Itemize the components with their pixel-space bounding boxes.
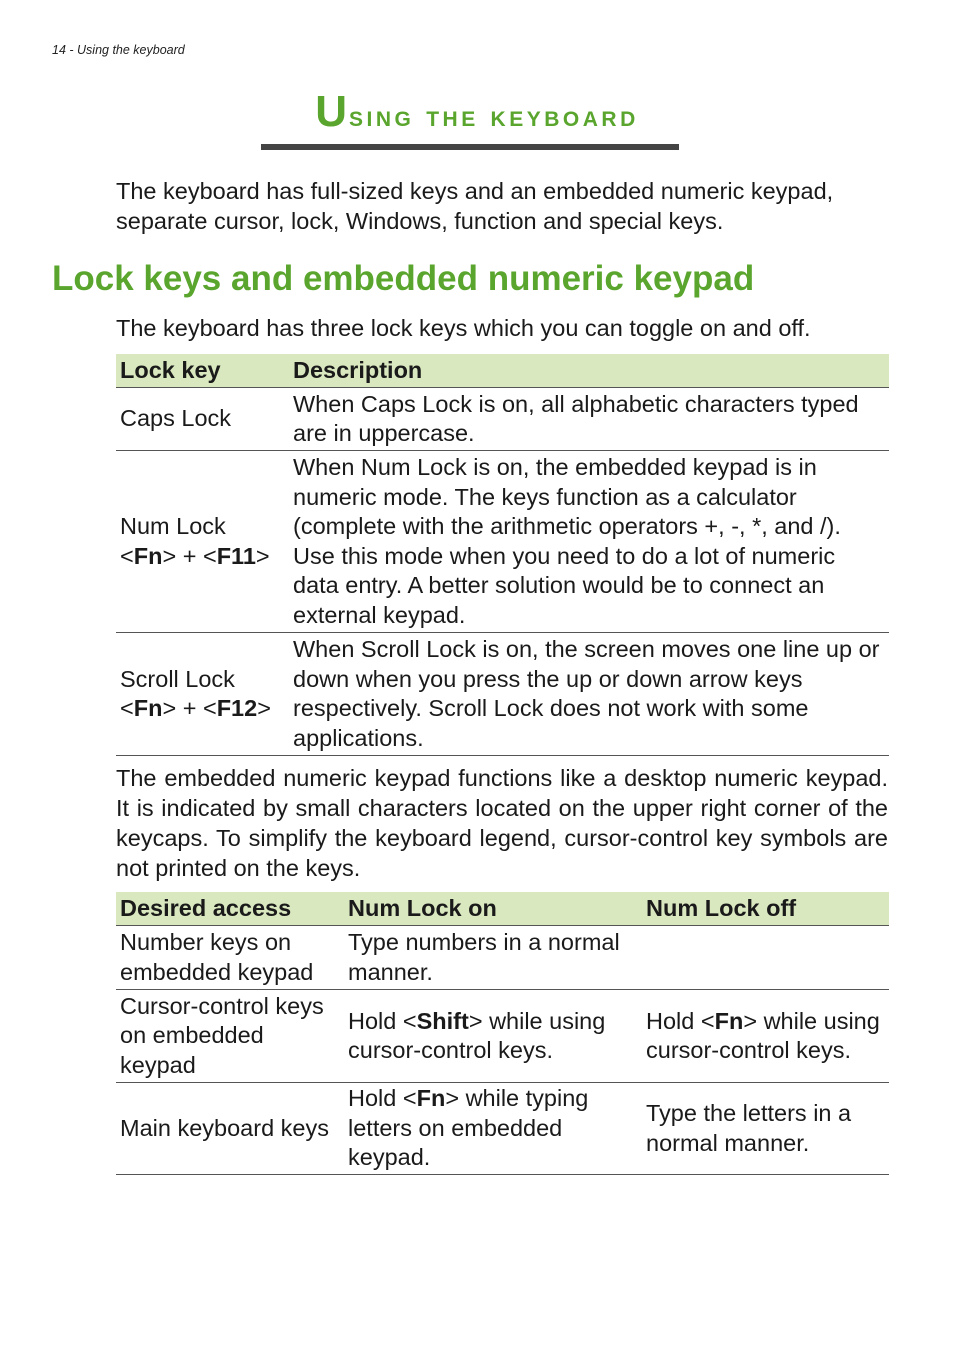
keypad-paragraph: The embedded numeric keypad functions like a desktop numeric keypad. It is indicated by small characters located on the upper right corner of the keycaps. To simplify the keyboard legend, cursor-control key symbols are not printed on the keys.: [116, 765, 888, 881]
column-header: Num Lock on: [344, 892, 642, 926]
table-row: [116, 451, 889, 633]
access-cell: Main keyboard keys: [116, 1083, 344, 1175]
table-header-row: [116, 354, 889, 388]
table-row: [116, 1083, 889, 1175]
lock-key-name: Num Lock: [120, 513, 226, 539]
column-header: Lock key: [116, 354, 289, 388]
lock-keys-table: [116, 354, 889, 756]
section-lead: The keyboard has three lock keys which you can toggle on and off.: [116, 315, 811, 341]
lock-key-cell: [116, 388, 289, 451]
section-heading: Lock keys and embedded numeric keypad: [52, 259, 755, 298]
chapter-title: [0, 84, 954, 145]
numlock-off-cell: [642, 926, 889, 990]
lock-desc-cell: When Num Lock is on, the embedded keypad is in numeric mode. The keys function as a calculator (complete with the arithmetic operators +, -, *, and /). Use this mode when you need to do a lot of numeric data entry. A better solution would be to connect an external keypad.: [289, 451, 889, 633]
lock-desc-cell: When Scroll Lock is on, the screen moves one line up or down when you press the up or down arrow keys respectively. Scroll Lock does not work with some applications.: [289, 633, 889, 756]
intro-paragraph: The keyboard has full-sized keys and an embedded numeric keypad, separate cursor, lock, Windows, function and special keys.: [116, 178, 834, 234]
table-header-row: [116, 892, 889, 926]
table-row: [116, 990, 889, 1083]
table-row: [116, 926, 889, 990]
numlock-on-cell: Hold <Fn> while typing letters on embedded keypad.: [344, 1083, 642, 1175]
access-cell: Cursor-control keys on embedded keypad: [116, 990, 344, 1083]
column-header: Num Lock off: [642, 892, 889, 926]
numlock-off-cell: Hold <Fn> while using cursor-control keys.: [642, 990, 889, 1083]
access-cell: Number keys on embedded keypad: [116, 926, 344, 990]
lock-key-name: Scroll Lock: [120, 665, 235, 692]
chapter-title-initial: U: [315, 87, 350, 136]
running-header: 14 - Using the keyboard: [52, 43, 185, 57]
access-table: [116, 892, 889, 1175]
chapter-title-rest: sing the keyboard: [349, 100, 639, 133]
numlock-on-cell: Hold <Shift> while using cursor-control keys.: [344, 990, 642, 1083]
lock-key-name: Caps Lock: [120, 405, 232, 432]
table-row: [116, 633, 889, 756]
key-combo: <Fn> + <F11>: [120, 542, 270, 569]
lock-desc-cell: When Caps Lock is on, all alphabetic characters typed are in uppercase.: [289, 388, 889, 451]
key-combo: <Fn> + <F12>: [120, 695, 271, 721]
numlock-on-cell: Type numbers in a normal manner.: [344, 926, 642, 990]
table-row: [116, 388, 889, 451]
numlock-off-cell: Type the letters in a normal manner.: [642, 1083, 889, 1175]
lock-key-cell: [116, 451, 289, 633]
column-header: Desired access: [116, 892, 344, 926]
lock-key-cell: [116, 633, 289, 756]
column-header: Description: [289, 354, 889, 388]
title-underline: [261, 144, 679, 150]
